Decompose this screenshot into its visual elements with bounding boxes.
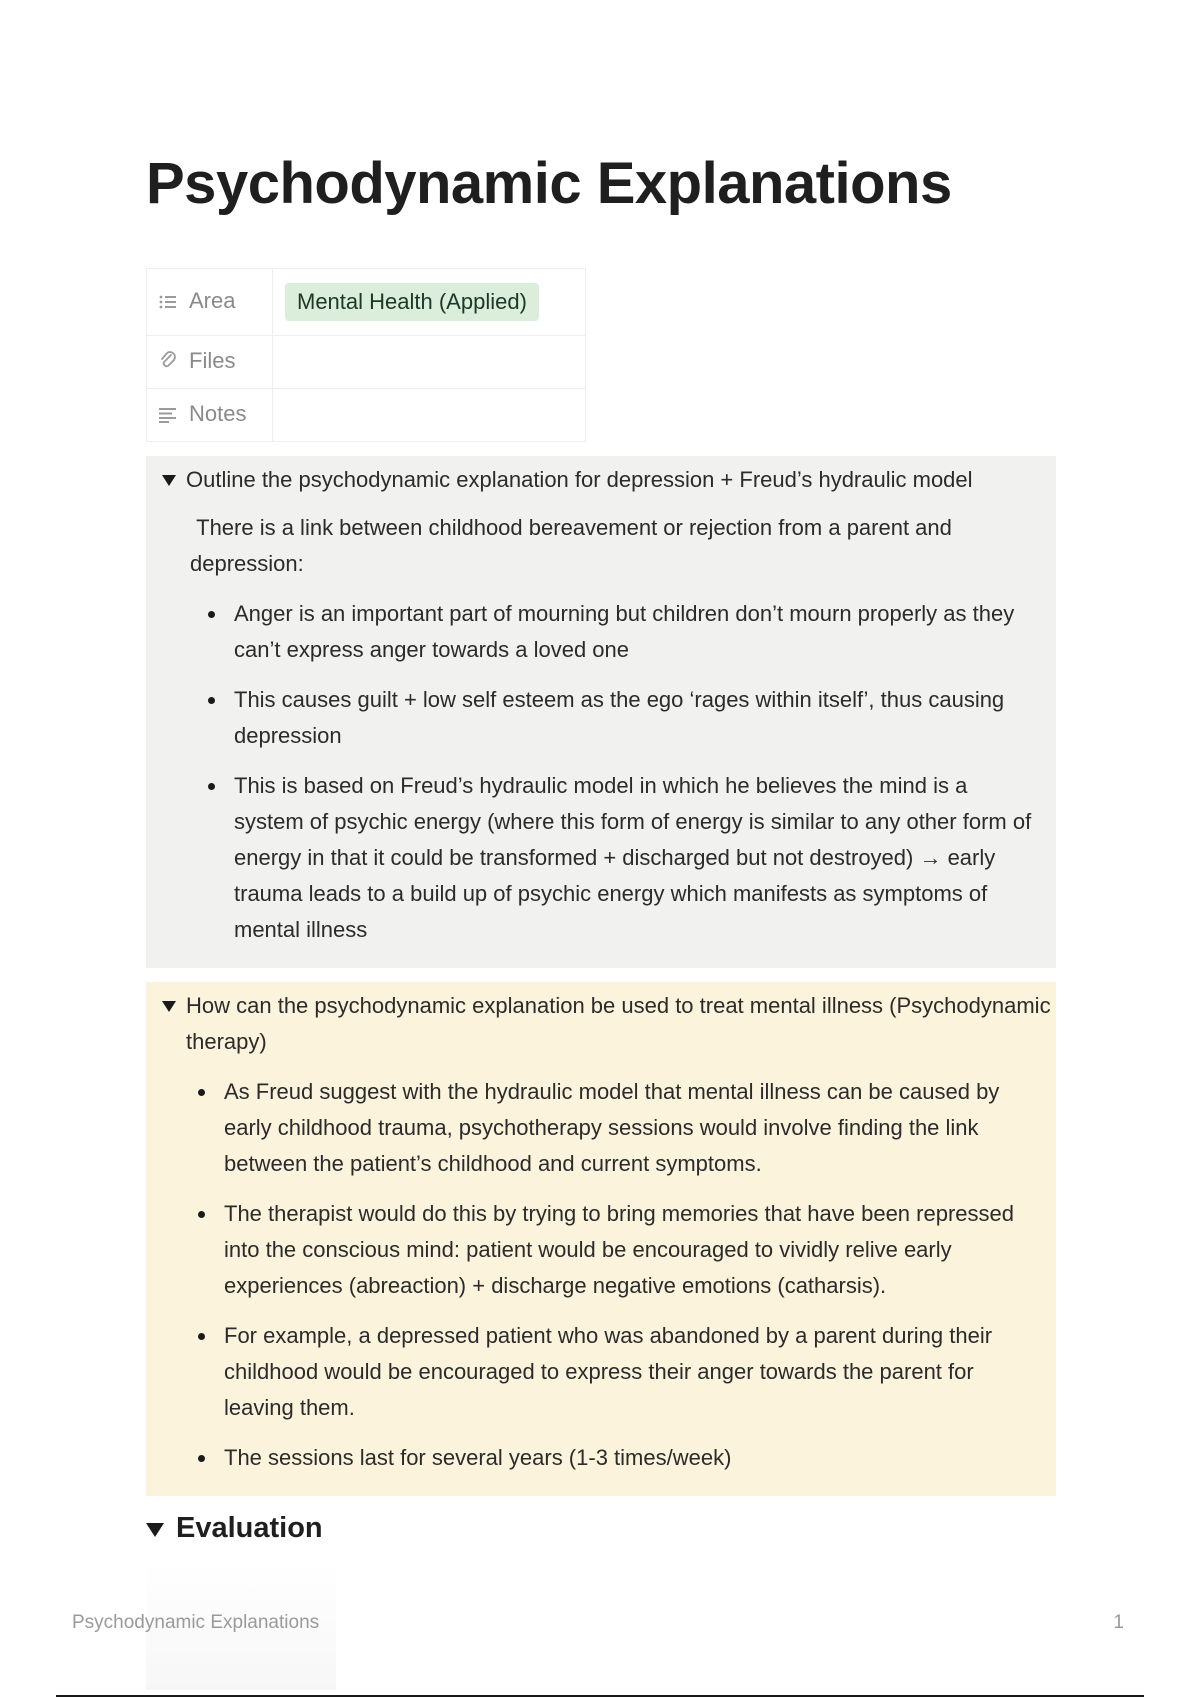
list-item: For example, a depressed patient who was abandoned by a parent during their childhood would be encouraged to express their anger towards the parent for leaving them. — [180, 1318, 1056, 1426]
footer-document-title: Psychodynamic Explanations — [72, 1612, 320, 1633]
triangle-down-icon[interactable] — [162, 1001, 176, 1012]
toggle-heading: Outline the psychodynamic explanation for depression + Freud’s hydraulic model — [186, 467, 973, 492]
toggle-psychodynamic-therapy — [146, 982, 1056, 1496]
property-label: Notes — [189, 401, 247, 427]
toggle-depression-explanation — [146, 456, 1056, 968]
toggle-intro-text: There is a link between childhood bereavement or rejection from a parent and depression: — [190, 515, 959, 576]
toggle-header[interactable] — [162, 462, 1056, 498]
property-name-files — [147, 336, 273, 389]
list-item: The sessions last for several years (1-3 times/week) — [180, 1440, 1056, 1476]
toggle-header[interactable] — [162, 988, 1056, 1060]
document-page — [146, 150, 1056, 1545]
property-row-area[interactable] — [147, 269, 586, 336]
list-icon — [159, 290, 179, 316]
property-row-notes[interactable] — [147, 389, 586, 442]
bullet-list — [180, 1074, 1056, 1476]
evaluation-heading: Evaluation — [176, 1512, 323, 1544]
evaluation-toggle-header[interactable] — [146, 1512, 1056, 1545]
page-title: Psychodynamic Explanations — [146, 151, 952, 216]
property-label: Area — [189, 288, 236, 314]
list-item: Anger is an important part of mourning but children don’t mourn properly as they can’t express anger towards a loved one — [190, 596, 1056, 668]
list-item: As Freud suggest with the hydraulic model that mental illness can be caused by early childhood trauma, psychotherapy sessions would involve finding the link between the patient’s childhood and current symptoms. — [180, 1074, 1056, 1182]
list-item: This causes guilt + low self esteem as the ego ‘rages within itself’, thus causing depression — [190, 682, 1056, 754]
list-item: This is based on Freud’s hydraulic model in which he believes the mind is a system of psychic energy (where this form of energy is similar to any other form of energy in that it could be transformed + discharged but not destroyed) → early trauma leads to a build up of psychic energy which manifests as symptoms of mental illness — [190, 768, 1056, 948]
area-tag[interactable]: Mental Health (Applied) — [285, 283, 539, 321]
toggle-body — [162, 1074, 1056, 1476]
footer-page-number: 1 — [1113, 1612, 1124, 1633]
property-value-area[interactable] — [273, 269, 586, 336]
property-label: Files — [189, 348, 236, 374]
toggle-heading: How can the psychodynamic explanation be used to treat mental illness (Psychodynamic therapy) — [186, 993, 1051, 1054]
text-lines-icon — [159, 403, 179, 429]
property-row-files[interactable] — [147, 336, 586, 389]
list-item: The therapist would do this by trying to bring memories that have been repressed into the conscious mind: patient would be encouraged to vividly relive early experiences (abreaction) + discharge negative emotions (catharsis). — [180, 1196, 1056, 1304]
footer-divider — [56, 1695, 1144, 1697]
property-value-notes[interactable] — [273, 389, 586, 442]
bullet-list — [190, 596, 1056, 948]
toggle-body — [162, 510, 1056, 948]
triangle-down-icon[interactable] — [162, 475, 176, 486]
properties-table — [146, 268, 586, 442]
property-name-area — [147, 269, 273, 336]
property-value-files[interactable] — [273, 336, 586, 389]
paperclip-icon — [159, 350, 179, 376]
triangle-down-icon[interactable] — [146, 1523, 164, 1537]
property-name-notes — [147, 389, 273, 442]
